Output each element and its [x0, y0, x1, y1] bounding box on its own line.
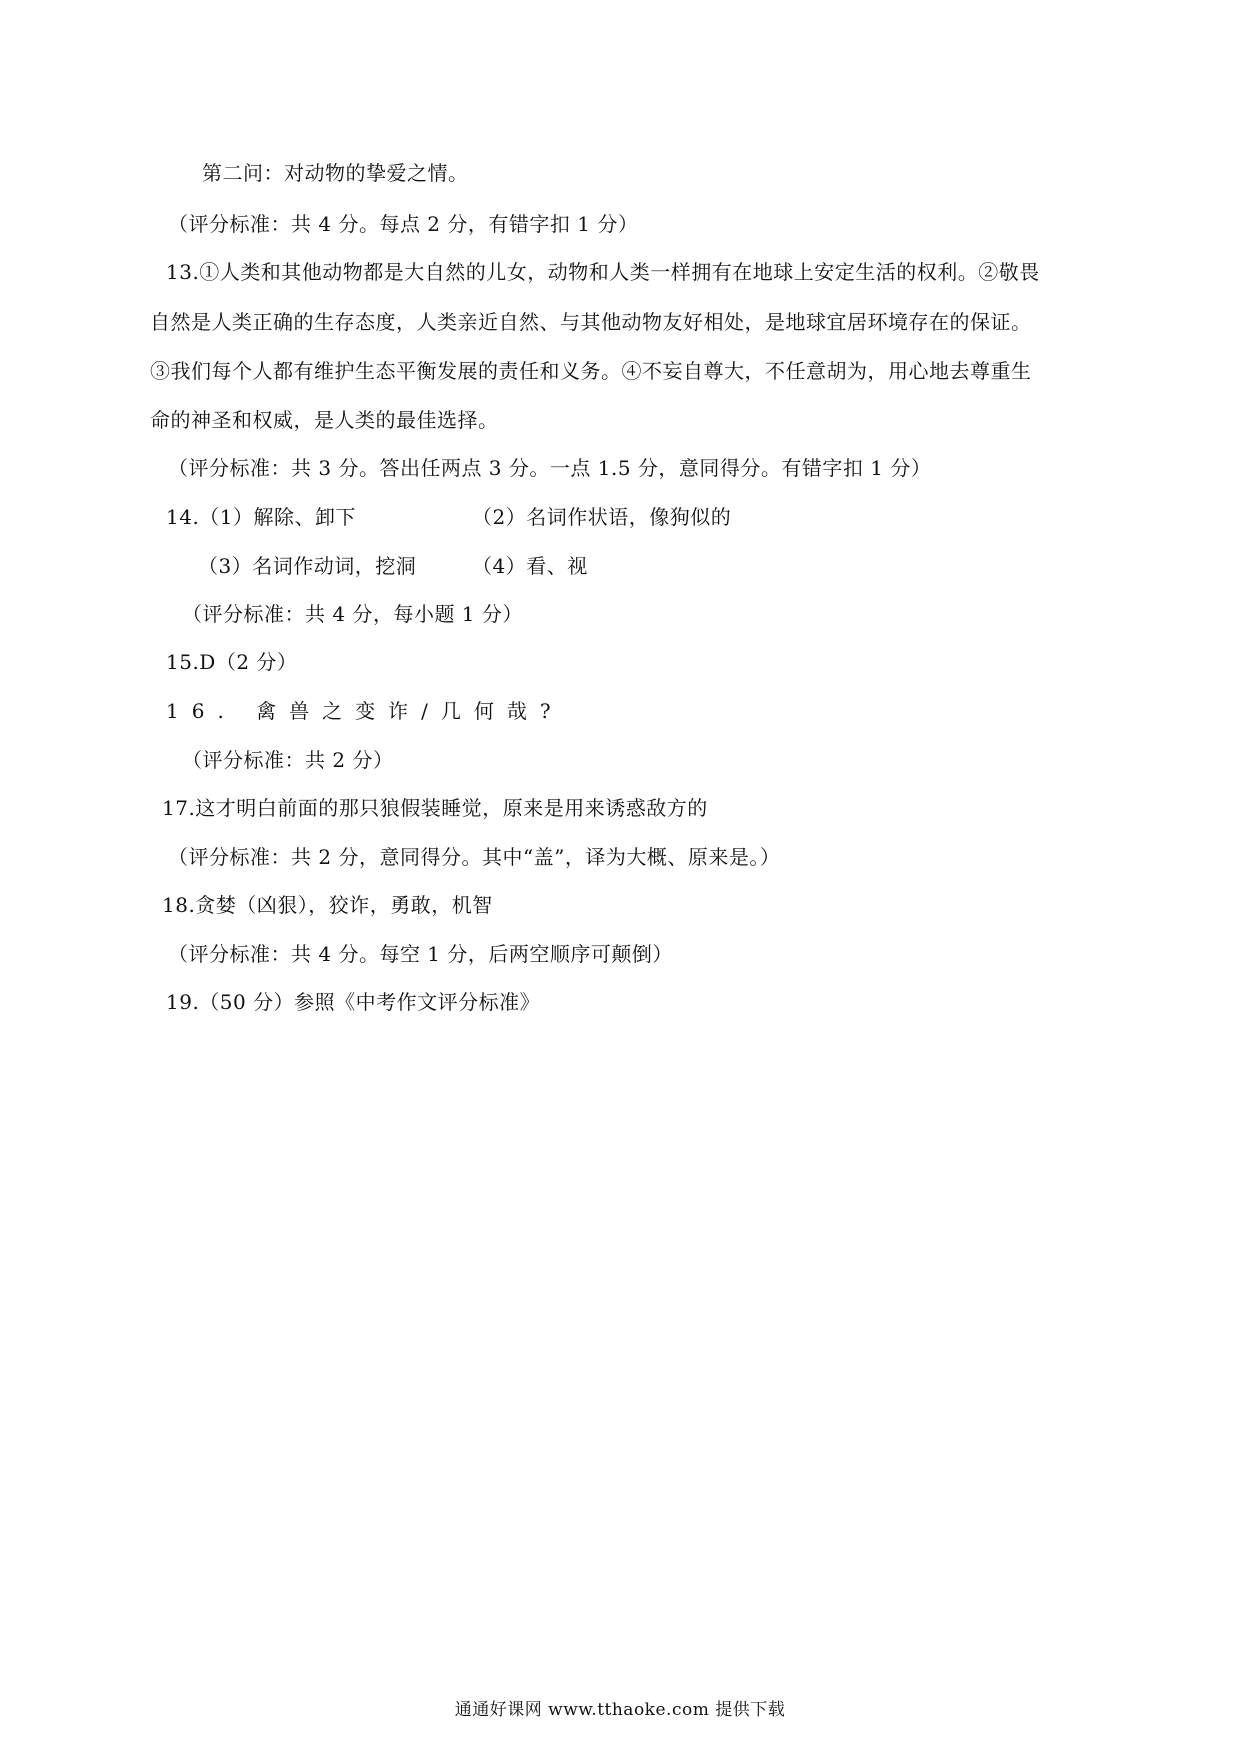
scoring-note: （评分标准：共 2 分，意同得分。其中“盖”，译为大概、原来是。） [168, 845, 781, 869]
scoring-note: （评分标准：共 4 分。每空 1 分，后两空顺序可颠倒） [168, 942, 673, 966]
answer-line: （3）名词作动词，挖洞 [198, 554, 417, 578]
scoring-note: （评分标准：共 4 分，每小题 1 分） [182, 602, 523, 626]
answer-line: 16. 禽兽之变诈/几何哉? [166, 699, 564, 723]
scoring-note: （评分标准：共 3 分。答出任两点 3 分。一点 1.5 分，意同得分。有错字扣 1 分） [168, 456, 932, 480]
answer-line: 命的神圣和权威，是人类的最佳选择。 [150, 408, 499, 432]
answer-line: 15.D（2 分） [166, 650, 298, 674]
answer-line: （4）看、视 [472, 554, 588, 578]
scoring-note: （评分标准：共 2 分） [182, 748, 394, 772]
answer-line: 14.（1）解除、卸下 [166, 505, 357, 529]
answer-line: 17.这才明白前面的那只狼假装睡觉，原来是用来诱惑敌方的 [162, 796, 708, 820]
answer-line: 19.（50 分）参照《中考作文评分标准》 [166, 990, 541, 1014]
answer-line: （2）名词作状语，像狗似的 [472, 505, 732, 529]
scoring-note: （评分标准：共 4 分。每点 2 分，有错字扣 1 分） [168, 212, 639, 236]
answer-line: 13.①人类和其他动物都是大自然的儿女，动物和人类一样拥有在地球上安定生活的权利。②敬畏 [166, 260, 1040, 284]
answer-line: 自然是人类正确的生存态度，人类亲近自然、与其他动物友好相处，是地球宜居环境存在的保证。 [150, 310, 1032, 334]
answer-line: 18.贪婪（凶狠），狡诈，勇敢，机智 [162, 893, 493, 917]
answer-line: ③我们每个人都有维护生态平衡发展的责任和义务。④不妄自尊大，不任意胡为，用心地去尊重生 [150, 359, 1032, 383]
answer-line: 第二问：对动物的挚爱之情。 [202, 161, 469, 185]
page-footer: 通通好课网 www.tthaoke.com 提供下载 [454, 1700, 786, 1720]
